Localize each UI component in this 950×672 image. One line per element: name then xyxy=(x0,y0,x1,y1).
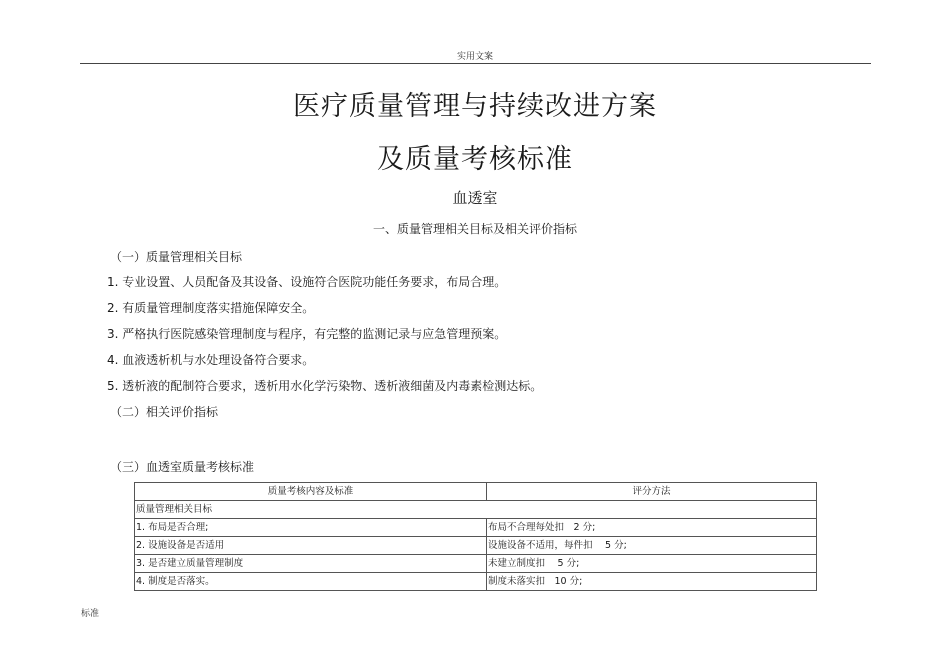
goal-item: 3. 严格执行医院感染管理制度与程序，有完整的监测记录与应急管理预案。 xyxy=(107,327,507,341)
subsection-heading-indicators: （二）相关评价指标 xyxy=(110,405,219,419)
table-cell: 未建立制度扣 5 分; xyxy=(487,555,817,573)
goal-item: 2. 有质量管理制度落实措施保障安全。 xyxy=(107,301,315,315)
table-row xyxy=(135,555,817,573)
table-group-cell: 质量管理相关目标 xyxy=(135,501,817,519)
table-header-row xyxy=(135,483,817,501)
table-cell: 制度未落实扣 10 分; xyxy=(487,573,817,591)
section-heading: 一、质量管理相关目标及相关评价指标 xyxy=(372,222,577,236)
document-title-line-2: 及质量考核标准 xyxy=(377,144,573,175)
quality-standards-table xyxy=(134,482,817,591)
table-cell: 布局不合理每处扣 2 分; xyxy=(487,519,817,537)
subsection-heading-goals: （一）质量管理相关目标 xyxy=(110,250,243,264)
table-row xyxy=(135,573,817,591)
page-header-label: 实用文案 xyxy=(456,52,493,62)
subsection-heading-standards: （三）血透室质量考核标准 xyxy=(110,460,255,474)
table-group-row xyxy=(135,501,817,519)
table-row xyxy=(135,537,817,555)
table-cell: 1. 布局是否合理; xyxy=(135,519,487,537)
goal-item: 1. 专业设置、人员配备及其设备、设施符合医院功能任务要求，布局合理。 xyxy=(107,275,507,289)
table-row xyxy=(135,519,817,537)
page-footer-label: 标准 xyxy=(81,609,100,619)
table-cell: 3. 是否建立质量管理制度 xyxy=(135,555,487,573)
table-header-cell: 评分方法 xyxy=(487,483,817,501)
table-header-cell: 质量考核内容及标准 xyxy=(135,483,487,501)
table-cell: 2. 设施设备是否适用 xyxy=(135,537,487,555)
document-title-line-1: 医疗质量管理与持续改进方案 xyxy=(293,91,657,122)
table-cell: 设施设备不适用，每件扣 5 分; xyxy=(487,537,817,555)
goal-item: 4. 血液透析机与水处理设备符合要求。 xyxy=(107,353,315,367)
department-name: 血透室 xyxy=(452,189,498,207)
goal-item: 5. 透析液的配制符合要求，透析用水化学污染物、透析液细菌及内毒素检测达标。 xyxy=(107,379,543,393)
header-divider xyxy=(80,63,871,64)
table-cell: 4. 制度是否落实。 xyxy=(135,573,487,591)
